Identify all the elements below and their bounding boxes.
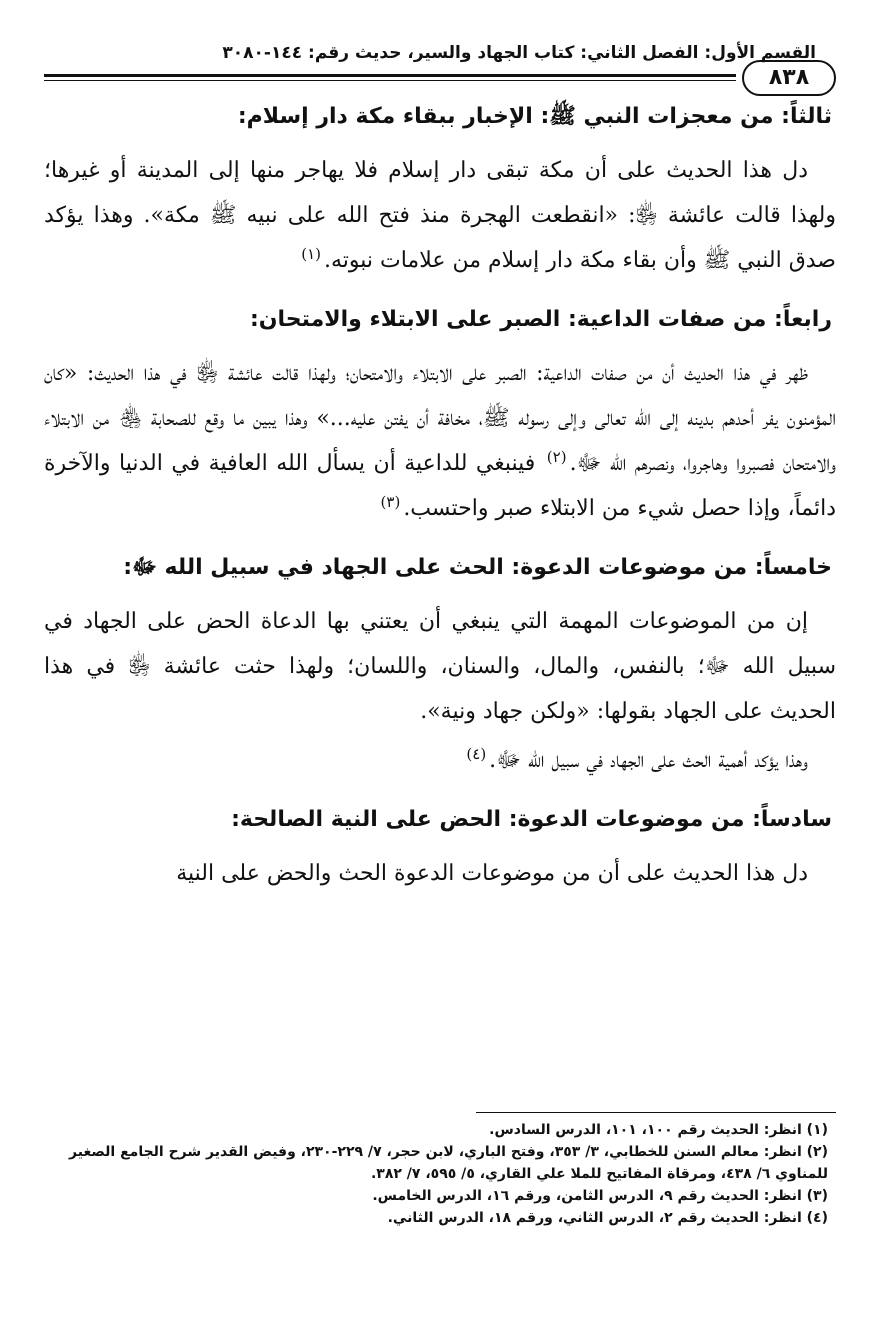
paragraph-text: فينبغي للداعية أن يسأل الله العافية في الدنيا والآخرة دائماً، وإذا حصل شيء من الابتلاء صبر واحتسب.: [44, 451, 836, 521]
footnote-ref: (٣): [380, 492, 401, 511]
section-heading: خامساً: من موضوعات الدعوة: الحث على الجهاد في سبيل الله ﷻ:: [123, 555, 832, 580]
running-header: القسم الأول: الفصل الثاني: كتاب الجهاد والسير، حديث رقم: ١٤٤-٣٠٨٠: [222, 43, 816, 63]
paragraph-text: وهذا يؤكد أهمية الحث على الجهاد في سبيل الله ﷻ.: [489, 748, 808, 773]
paragraph: [44, 738, 836, 783]
section-3: [44, 100, 836, 283]
section-heading: رابعاً: من صفات الداعية: الصبر على الابتلاء والامتحان:: [249, 307, 832, 332]
footnote: (١) انظر: الحديث رقم ١٠٠، ١٠١، الدرس السادس.: [489, 1122, 828, 1138]
section-heading: سادساً: من موضوعات الدعوة: الحض على النية الصالحة:: [231, 807, 832, 832]
footnote-rule: [476, 1112, 836, 1113]
paragraph: [44, 599, 836, 734]
footnotes: [44, 1112, 836, 1229]
book-page: [44, 40, 836, 916]
section-heading: ثالثاً: من معجزات النبي ﷺ: الإخبار ببقاء مكة دار إسلام:: [237, 104, 832, 129]
section-4: [44, 303, 836, 531]
footnote-ref: (٢): [546, 447, 567, 466]
paragraph-text: إن من الموضوعات المهمة التي ينبغي أن يعتني بها الدعاة الحض على الجهاد في سبيل الله ﷻ؛ بالنفس، والمال، والسنان، واللسان؛ ولهذا حثت عائشة ﵂ في هذا الحديث على الجهاد بقولها: «ولكن جهاد ونية».: [44, 609, 836, 724]
footnote: (٣) انظر: الحديث رقم ٩، الدرس الثامن، ورقم ١٦، الدرس الخامس.: [372, 1188, 828, 1204]
section-6: [44, 803, 836, 896]
footnote-ref: (١): [301, 244, 321, 263]
paragraph-text: دل هذا الحديث على أن مكة تبقى دار إسلام فلا يهاجر منها إلى المدينة أو غيرها؛ ولهذا قالت عائشة ﵂: «انقطعت الهجرة منذ فتح الله على نبيه ﷺ مكة». وهذا يؤكد صدق النبي ﷺ وأن بقاء مكة دار إسلام من علامات نبوته.: [44, 158, 836, 273]
footnote: (٢) انظر: معالم السنن للخطابي، ٣/ ٣٥٣، وفتح الباري، لابن حجر، ٧/ ٢٢٩-٢٣٠، وفيض القدير شرح الجامع الصغير للمناوي ٦/ ٤٣٨، ومرقاة المفاتيح للملا علي القاري، ٥/ ٥٩٥، ٧/ ٣٨٢.: [69, 1144, 828, 1182]
footnote: (٤) انظر: الحديث رقم ٢، الدرس الثاني، ورقم ١٨، الدرس الثاني.: [387, 1210, 828, 1226]
footnote-ref: (٤): [466, 744, 487, 763]
paragraph: [44, 351, 836, 531]
section-5: [44, 551, 836, 783]
paragraph: [44, 148, 836, 283]
header-rule: [44, 65, 836, 102]
paragraph: [44, 851, 836, 896]
paragraph-text: ظهر في هذا الحديث أن من صفات الداعية: الصبر على الابتلاء والامتحان؛ ولهذا قالت عائشة ﵂ في هذا الحديث: «كان المؤمنون يفر أحدهم بدينه إلى الله تعالى وإلى رسوله ﷺ، مخافة أن يفتن عليه...» وهذا يبين ما وقع للصحابة ﵃ من الابتلاء والامتحان فصبروا وهاجروا، ونصرهم الله ﷻ.: [44, 361, 836, 476]
page-number: ٨٣٨: [742, 60, 836, 96]
paragraph-text: دل هذا الحديث على أن من موضوعات الدعوة الحث والحض على النية: [176, 861, 808, 886]
double-rule: [44, 74, 736, 81]
